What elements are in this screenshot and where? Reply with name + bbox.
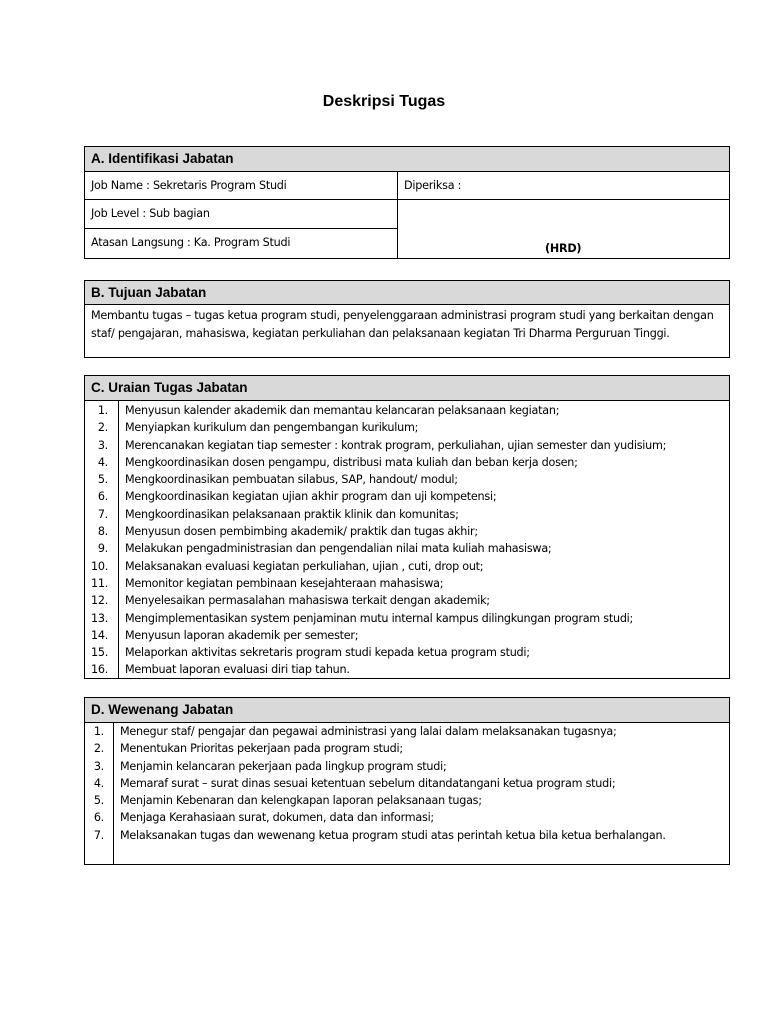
item-number: 16. xyxy=(90,663,108,677)
list-item xyxy=(85,809,729,826)
item-text: Menjamin kelancaran pekerjaan pada lingkup program studi; xyxy=(120,759,447,773)
item-number: 8. xyxy=(97,525,108,539)
list-item xyxy=(85,723,729,740)
section-wewenang-jabatan xyxy=(84,697,730,865)
item-number: 2. xyxy=(97,421,108,435)
item-text: Menjamin Kebenaran dan kelengkapan laporan pelaksanaan tugas; xyxy=(120,794,482,808)
item-text: Mengimplementasikan system penjaminan mutu internal kampus dilingkungan program studi; xyxy=(125,611,634,625)
item-number: 14. xyxy=(90,628,108,642)
job-name-cell: Job Name : Sekretaris Program Studi xyxy=(85,172,398,200)
item-text: Mengkoordinasikan kegiatan ujian akhir program dan uji kompetensi; xyxy=(125,490,497,504)
item-text: Memonitor kegiatan pembinaan kesejahteraan mahasiswa; xyxy=(125,576,444,590)
item-number: 12. xyxy=(90,594,108,608)
item-text: Melaksanakan evaluasi kegiatan perkuliahan, ujian , cuti, drop out; xyxy=(125,559,484,573)
number-column-divider xyxy=(118,401,119,678)
list-item xyxy=(85,661,729,678)
item-text: Menyiapkan kurikulum dan pengembangan kurikulum; xyxy=(125,421,419,435)
item-number: 2. xyxy=(93,742,104,756)
section-b-heading: B. Tujuan Jabatan xyxy=(85,281,729,305)
item-text: Menyusun kalender akademik dan memantau kelancaran pelaksanaan kegiatan; xyxy=(125,404,560,417)
section-tujuan-jabatan xyxy=(84,280,730,358)
item-number: 3. xyxy=(93,759,104,773)
section-identifikasi-jabatan xyxy=(84,146,730,259)
list-item xyxy=(85,827,729,844)
item-text: Melakukan pengadministrasian dan pengendalian nilai mata kuliah mahasiswa; xyxy=(125,542,552,556)
atasan-langsung-cell: Atasan Langsung : Ka. Program Studi xyxy=(85,229,398,258)
item-text: Menjaga Kerahasiaan surat, dokumen, data dan informasi; xyxy=(120,811,434,825)
hrd-signature-cell xyxy=(398,200,729,258)
section-uraian-tugas xyxy=(84,375,730,679)
list-item xyxy=(85,523,729,540)
item-number: 13. xyxy=(90,611,108,625)
list-item xyxy=(85,402,729,419)
item-number: 6. xyxy=(93,811,104,825)
item-number: 1. xyxy=(97,404,108,417)
list-item xyxy=(85,575,729,592)
item-number: 5. xyxy=(93,794,104,808)
list-item xyxy=(85,558,729,575)
item-text: Melaksanakan tugas dan wewenang ketua program studi atas perintah ketua bila ketua berhalangan. xyxy=(120,828,666,842)
item-text: Mengkoordinasikan dosen pengampu, distribusi mata kuliah dan beban kerja dosen; xyxy=(125,455,578,469)
item-text: Menyelesaikan permasalahan mahasiswa terkait dengan akademik; xyxy=(125,594,490,608)
item-text: Membuat laporan evaluasi diri tiap tahun. xyxy=(125,663,350,677)
page-title: Deskripsi Tugas xyxy=(322,93,446,110)
item-text: Mengkoordinasikan pembuatan silabus, SAP, handout/ modul; xyxy=(125,473,458,487)
item-text: Memaraf surat – surat dinas sesuai ketentuan sebelum ditandatangani ketua program studi; xyxy=(120,776,616,790)
list-item xyxy=(85,454,729,471)
item-text: Menentukan Prioritas pekerjaan pada program studi; xyxy=(120,742,403,756)
item-number: 6. xyxy=(97,490,108,504)
list-item xyxy=(85,775,729,792)
item-text: Menegur staf/ pengajar dan pegawai administrasi yang lalai dalam melaksanakan tugasnya; xyxy=(120,725,617,738)
list-item xyxy=(85,592,729,609)
item-number: 4. xyxy=(93,776,104,790)
uraian-tugas-list xyxy=(85,401,729,678)
item-number: 5. xyxy=(97,473,108,487)
item-number: 9. xyxy=(97,542,108,556)
list-item xyxy=(85,792,729,809)
item-text: Mengkoordinasikan pelaksanaan praktik klinik dan komunitas; xyxy=(125,507,459,521)
list-item xyxy=(85,627,729,644)
item-number: 15. xyxy=(90,646,108,660)
section-c-heading: C. Uraian Tugas Jabatan xyxy=(85,376,729,401)
diperiksa-cell: Diperiksa : xyxy=(398,172,729,200)
identifikasi-grid xyxy=(85,172,729,258)
item-text: Menyusun laporan akademik per semester; xyxy=(125,628,359,642)
list-item xyxy=(85,644,729,661)
item-text: Melaporkan aktivitas sekretaris program studi kepada ketua program studi; xyxy=(125,646,530,660)
item-number: 7. xyxy=(93,828,104,842)
hrd-label: (HRD) xyxy=(545,242,582,255)
number-column-divider xyxy=(113,723,114,864)
tujuan-text: Membantu tugas – tugas ketua program studi, penyelenggaraan administrasi program studi yang berkaitan dengan staf/ pengajaran, mahasiswa, kegiatan perkuliahan dan pelaksanaan kegiatan Tri Dharma Perguruan Tinggi. xyxy=(91,309,714,340)
item-number: 4. xyxy=(97,455,108,469)
list-item xyxy=(85,540,729,557)
list-item xyxy=(85,488,729,505)
list-item xyxy=(85,610,729,627)
list-item xyxy=(85,437,729,454)
item-text: Merencanakan kegiatan tiap semester : kontrak program, perkuliahan, ujian semester dan yudisium; xyxy=(125,438,667,452)
wewenang-list xyxy=(85,723,729,864)
item-number: 1. xyxy=(93,725,104,738)
item-number: 11. xyxy=(90,576,108,590)
section-d-heading: D. Wewenang Jabatan xyxy=(85,698,729,723)
list-item xyxy=(85,506,729,523)
list-item xyxy=(85,740,729,757)
item-text: Menyusun dosen pembimbing akademik/ praktik dan tugas akhir; xyxy=(125,525,478,539)
item-number: 7. xyxy=(97,507,108,521)
job-level-cell: Job Level : Sub bagian xyxy=(85,200,398,229)
list-item xyxy=(85,758,729,775)
list-item xyxy=(85,471,729,488)
item-number: 10. xyxy=(90,559,108,573)
item-number: 3. xyxy=(97,438,108,452)
list-item xyxy=(85,419,729,436)
section-a-heading: A. Identifikasi Jabatan xyxy=(85,147,729,172)
